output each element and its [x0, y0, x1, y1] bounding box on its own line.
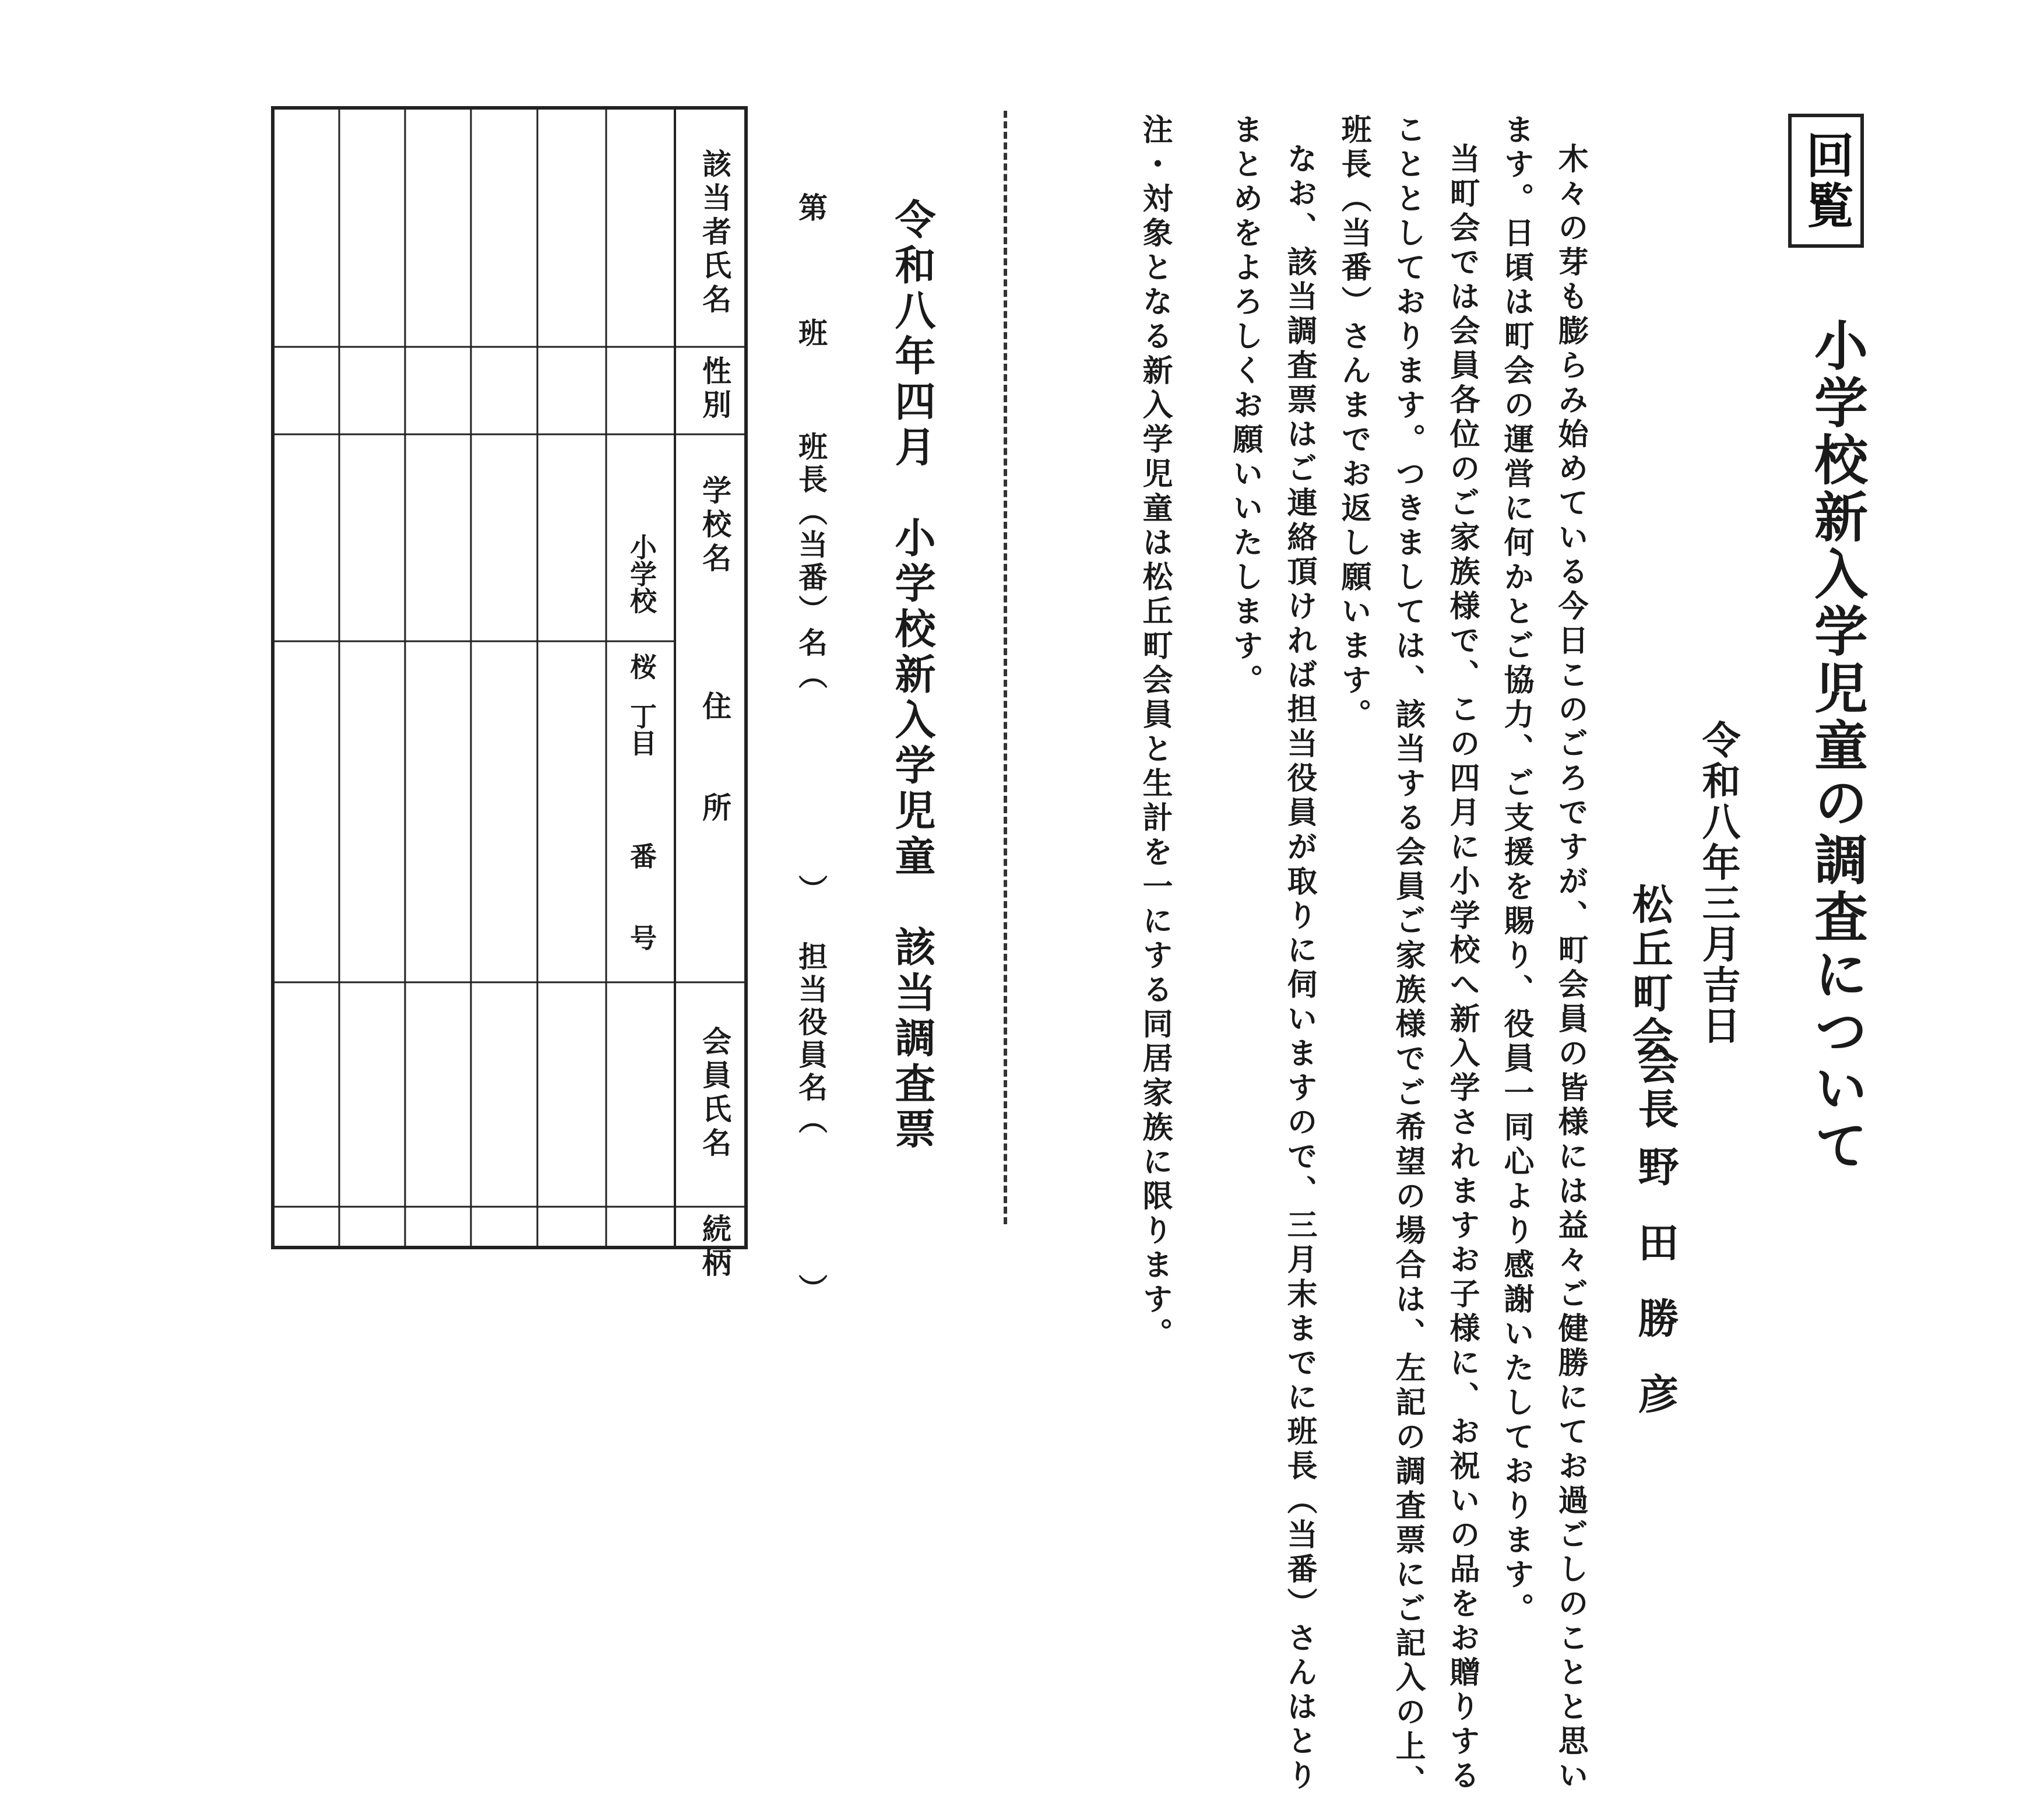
header-address: 住 所	[698, 691, 731, 826]
notice-title: 小学校新入学児童の調査について	[1806, 318, 1868, 1175]
notice-line-6: なお、該当調査票はご連絡頂ければ担当役員が取りに伺いますので、三月末までに班長（当番）さんはとり	[1282, 143, 1317, 1794]
group-suffix: 班	[794, 318, 828, 350]
notice-line-5: 班長（当番）さんまでお返し願います。	[1336, 114, 1371, 733]
group-prefix: 第	[794, 192, 828, 225]
header-member: 会員氏名	[698, 1026, 731, 1161]
notice-date: 令和八年三月吉日	[1695, 720, 1740, 1046]
notice-president-title: 会長	[1631, 1043, 1679, 1132]
header-relation: 続柄	[698, 1214, 731, 1281]
address-town: 桜	[626, 653, 657, 680]
leader-label: 班長（当番）名（	[794, 431, 828, 693]
header-name: 該当者氏名	[698, 149, 731, 318]
address-go: 号	[626, 924, 657, 951]
leader-close: ）	[794, 874, 828, 907]
notice-line-3: 当町会では会員各位のご家族様で、この四月に小学校へ新入学されますお子様に、お祝いの品をお贈りする	[1444, 143, 1479, 1794]
address-chome: 丁目	[626, 702, 657, 756]
kairan-stamp: 回覧	[1788, 114, 1864, 248]
header-school: 学校名	[698, 475, 731, 577]
officer-close: ）	[794, 1274, 828, 1306]
address-ban: 番	[626, 842, 657, 869]
notice-president-name: 野田勝彦	[1631, 1146, 1679, 1449]
notice-line-2: ます。日頃は町会の運営に何かとご協力、ご支援を賜り、役員一同心より感謝いたしております。	[1498, 114, 1533, 1627]
notice-org: 松丘町会	[1626, 883, 1673, 1060]
header-gender: 性別	[698, 356, 731, 423]
notice-footnote: 注・対象となる新入学児童は松丘町会員と生計を一にする同居家族に限ります。	[1137, 114, 1172, 1352]
notice-line-1: 木々の芽も膨らみ始めている今日このごろですが、町会員の皆様には益々ご健勝にてお過ごしのことと思い	[1553, 143, 1588, 1794]
notice-line-7: まとめをよろしくお願いいたします。	[1227, 114, 1262, 698]
form-title: 令和八年四月 小学校新入学児童 該当調査票	[888, 198, 936, 1153]
school-suffix: 小学校	[626, 533, 657, 614]
officer-label: 担当役員名（	[794, 941, 828, 1137]
notice-line-4: こととしております。つきましては、該当する会員ご家族様でご希望の場合は、左記の調査票にご記入の上、	[1390, 114, 1425, 1799]
